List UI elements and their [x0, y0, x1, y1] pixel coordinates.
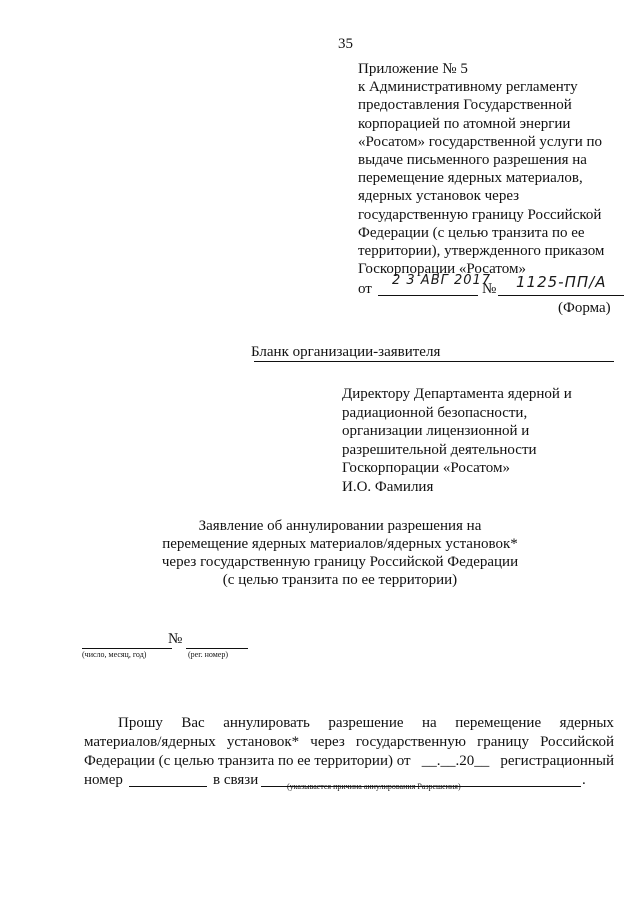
word: аннулировать	[223, 715, 310, 731]
word: разрешение	[328, 715, 404, 731]
paragraph-text: .	[582, 772, 586, 788]
paragraph-text: регистрационный	[500, 753, 614, 769]
reg-caption: (рег. номер)	[188, 650, 228, 659]
word: ядерных	[559, 715, 614, 731]
appendix-line: предоставления Государственной	[358, 97, 572, 114]
word: Прошу	[118, 715, 163, 731]
addressee-line: Директору Департамента ядерной и	[342, 386, 572, 402]
request-paragraph	[84, 714, 614, 790]
appendix-line: «Росатом» государственной услуги по	[358, 133, 603, 150]
title-line: (с целью транзита по ее территории)	[222, 572, 458, 588]
document-title	[100, 517, 580, 589]
addressee-line: организации лицензионной и	[342, 423, 530, 439]
letterhead-label: Бланк организации-заявителя	[251, 344, 441, 360]
letterhead-line	[254, 361, 614, 362]
paragraph-text: номер	[84, 772, 123, 788]
paragraph-line	[84, 714, 614, 733]
title-line: перемещение ядерных материалов/ядерных установок*	[162, 536, 518, 552]
addressee-block	[342, 385, 572, 496]
paragraph-text: Федерации (с целью транзита по ее территории) от	[84, 753, 411, 769]
reg-number-field[interactable]	[186, 632, 248, 649]
appendix-line: выдаче письменного разрешения на	[358, 152, 587, 169]
appendix-line: перемещение ядерных материалов,	[358, 170, 583, 187]
permit-reg-number-field[interactable]	[129, 771, 207, 787]
appendix-line: Госкорпорации «Росатом»	[358, 261, 526, 278]
form-label: (Форма)	[558, 300, 611, 316]
word: Вас	[181, 715, 205, 731]
word: на	[422, 715, 437, 731]
addressee-line: И.О. Фамилия	[342, 478, 434, 495]
application-date-field[interactable]	[82, 632, 172, 649]
addressee-line: радиационной безопасности,	[342, 404, 528, 421]
paragraph-text: в связи	[213, 772, 259, 788]
permit-date-field[interactable]: __.__.20__	[421, 753, 490, 769]
addressee-line: разрешительной деятельности	[342, 441, 537, 458]
paragraph-line	[84, 752, 614, 771]
from-label: от	[358, 281, 372, 298]
appendix-line: государственную границу Российской	[358, 206, 602, 223]
date-caption: (число, месяц, год)	[82, 650, 147, 659]
title-line: Заявление об аннулировании разрешения на	[198, 518, 482, 534]
appendix-line: к Административному регламенту	[358, 79, 578, 96]
addressee-line: Госкорпорации «Росатом»	[342, 460, 510, 476]
number-sign: №	[482, 281, 497, 298]
appendix-block	[358, 60, 626, 298]
appendix-line: корпорацией по атомной энергии	[358, 115, 571, 132]
appendix-line: Приложение № 5	[358, 61, 468, 77]
reg-number-sign: №	[168, 631, 183, 647]
reason-caption: (указывается причина аннулирования Разрешения)	[287, 782, 461, 791]
order-date-handwritten: 2 3 АВГ 2017	[392, 273, 492, 289]
word: перемещение	[455, 715, 542, 731]
order-ref-row	[358, 273, 626, 298]
appendix-line: Федерации (с целью транзита по ее	[358, 224, 585, 241]
paragraph-line: материалов/ядерных установок* через государственную границу Российской	[84, 734, 614, 750]
page-number: 35	[338, 36, 353, 52]
order-number-field	[498, 273, 624, 296]
appendix-line: территории), утвержденного приказом	[358, 243, 605, 260]
title-line: через государственную границу Российской Федерации	[161, 554, 519, 570]
appendix-line: ядерных установок через	[358, 188, 520, 205]
order-number-handwritten: 1125-ПП/А	[516, 273, 607, 292]
